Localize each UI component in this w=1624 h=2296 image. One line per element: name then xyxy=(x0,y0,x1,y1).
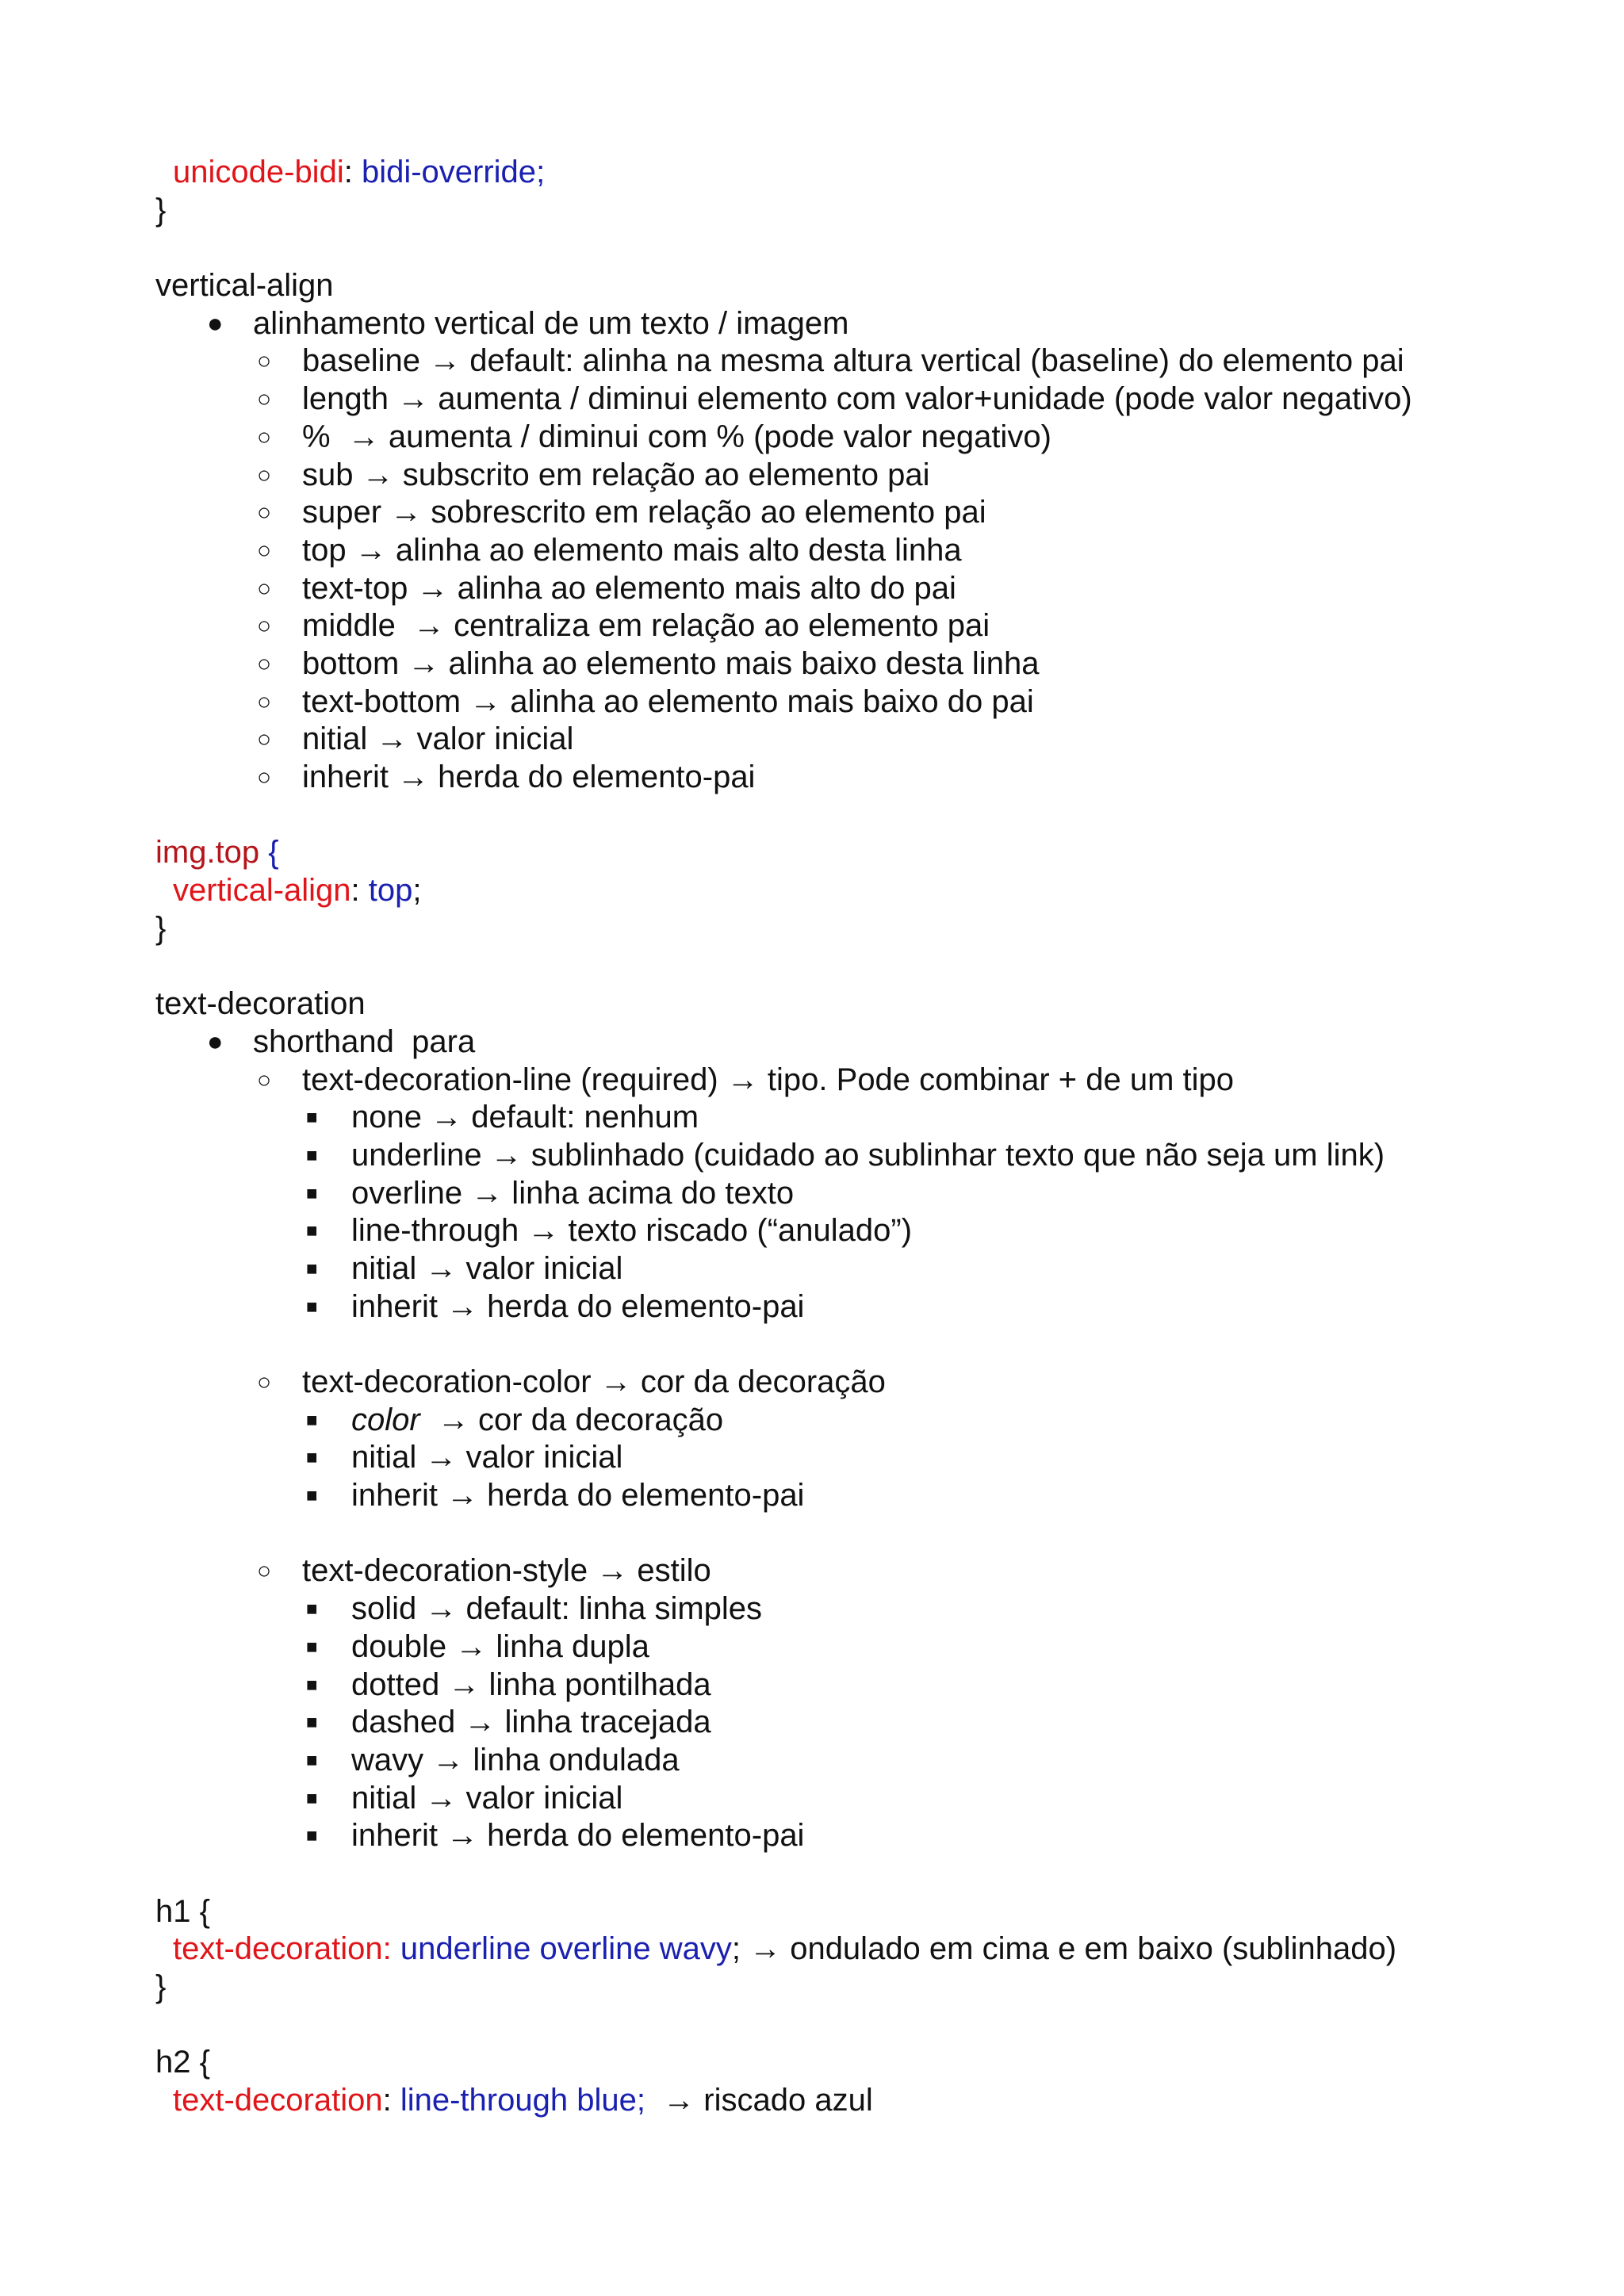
list-item-level2: ○ text-decoration-style → estilo xyxy=(155,1552,1624,1590)
code-close-brace: } xyxy=(155,1969,167,2004)
circle-bullet-icon: ○ xyxy=(257,726,272,753)
list-item: ○ top → alinha ao elemento mais alto desta linha xyxy=(155,532,1624,570)
section-heading-vertical-align: vertical-align xyxy=(155,268,334,304)
circle-bullet-icon: ○ xyxy=(257,650,272,677)
square-bullet-icon: ■ xyxy=(306,1749,318,1771)
css-property: text-decoration: xyxy=(173,1931,400,1967)
circle-bullet-icon: ○ xyxy=(257,348,272,375)
list-item-level3: ■ inherit → herda do elemento-pai xyxy=(155,1477,1624,1515)
list-item: ○ % → aumenta / diminui com % (pode valor negativo) xyxy=(155,419,1624,457)
text-decoration-list xyxy=(155,1024,1624,1855)
code-line-selector: h1 { xyxy=(155,1893,210,1929)
code-line-declaration: vertical-align: top; xyxy=(173,873,422,909)
circle-bullet-icon: ○ xyxy=(257,688,272,715)
list-item: ○ sub → subscrito em relação ao elemento pai xyxy=(155,457,1624,495)
circle-bullet-icon: ○ xyxy=(257,1369,272,1395)
square-bullet-icon: ■ xyxy=(306,1598,318,1621)
square-bullet-icon: ■ xyxy=(306,1182,318,1204)
square-bullet-icon: ■ xyxy=(306,1144,318,1166)
list-item-level3: ■ underline → sublinhado (cuidado ao sublinhar texto que não seja um link) xyxy=(155,1137,1624,1175)
code-line-selector: img.top { xyxy=(155,835,279,871)
list-item-level3: ■ none → default: nenhum xyxy=(155,1099,1624,1137)
css-value: underline overline wavy xyxy=(400,1931,732,1967)
list-item: ○ inherit → herda do elemento-pai xyxy=(155,759,1624,797)
square-bullet-icon: ■ xyxy=(306,1485,318,1507)
circle-bullet-icon: ○ xyxy=(257,613,272,640)
list-item-level3: ■ inherit → herda do elemento-pai xyxy=(155,1817,1624,1855)
list-item: ○ super → sobrescrito em relação ao elemento pai xyxy=(155,494,1624,532)
list-item-level3: ■ dotted → linha pontilhada xyxy=(155,1667,1624,1705)
square-bullet-icon: ■ xyxy=(306,1674,318,1696)
css-property: text-decoration xyxy=(173,2083,383,2118)
list-item-level3: ■ nitial → valor inicial xyxy=(155,1780,1624,1818)
list-item-level2: ○ text-decoration-line (required) → tipo. Pode combinar + de um tipo xyxy=(155,1062,1624,1100)
square-bullet-icon: ■ xyxy=(306,1257,318,1280)
list-item-level3: ■ wavy → linha ondulada xyxy=(155,1742,1624,1780)
css-semicolon: ; xyxy=(536,155,546,189)
list-item-level2: ○ text-decoration-color → cor da decoração xyxy=(155,1364,1624,1402)
code-close-brace: } xyxy=(155,192,167,228)
disc-bullet-icon: ● xyxy=(207,1026,224,1057)
list-item: ○ bottom → alinha ao elemento mais baixo desta linha xyxy=(155,645,1624,683)
circle-bullet-icon: ○ xyxy=(257,386,272,413)
list-item-level3: ■ line-through → texto riscado (“anulado”) xyxy=(155,1212,1624,1250)
list-item: ○ length → aumenta / diminui elemento com valor+unidade (pode valor negativo) xyxy=(155,381,1624,419)
circle-bullet-icon: ○ xyxy=(257,1066,272,1093)
vertical-align-list xyxy=(155,305,1624,797)
square-bullet-icon: ■ xyxy=(306,1712,318,1734)
list-item: ○ text-bottom → alinha ao elemento mais baixo do pai xyxy=(155,683,1624,721)
code-line-declaration: text-decoration: underline overline wavy; → ondulado em cima e em baixo (sublinhado) xyxy=(173,1931,1397,1967)
list-item-level3: ■ nitial → valor inicial xyxy=(155,1439,1624,1477)
square-bullet-icon: ■ xyxy=(306,1636,318,1658)
circle-bullet-icon: ○ xyxy=(257,1558,272,1585)
square-bullet-icon: ■ xyxy=(306,1825,318,1847)
section-heading-text-decoration: text-decoration xyxy=(155,986,366,1022)
list-item-level3: ■ double → linha dupla xyxy=(155,1628,1624,1667)
list-item: ○ nitial → valor inicial xyxy=(155,721,1624,759)
code-comment: → ondulado em cima e em baixo (sublinhado) xyxy=(740,1931,1397,1967)
code-line-unicode-bidi xyxy=(155,154,1624,192)
square-bullet-icon: ■ xyxy=(306,1787,318,1809)
list-item: ○ text-top → alinha ao elemento mais alto do pai xyxy=(155,570,1624,608)
css-property: unicode-bidi xyxy=(173,155,344,189)
square-bullet-icon: ■ xyxy=(306,1295,318,1318)
square-bullet-icon: ■ xyxy=(306,1220,318,1242)
list-item-level1: ● shorthand para xyxy=(155,1024,1624,1062)
list-item: ○ baseline → default: alinha na mesma altura vertical (baseline) do elemento pai xyxy=(155,342,1624,381)
square-bullet-icon: ■ xyxy=(306,1447,318,1469)
list-item-level1: ● alinhamento vertical de um texto / imagem xyxy=(155,305,1624,343)
code-line-selector: h2 { xyxy=(155,2045,210,2080)
circle-bullet-icon: ○ xyxy=(257,423,272,450)
square-bullet-icon: ■ xyxy=(306,1409,318,1431)
list-item-level3: ■ dashed → linha tracejada xyxy=(155,1704,1624,1742)
css-value: bidi-override xyxy=(361,155,537,189)
css-property: vertical-align xyxy=(173,873,351,909)
css-selector: img.top xyxy=(155,835,260,871)
code-close-brace: } xyxy=(155,910,167,946)
circle-bullet-icon: ○ xyxy=(257,499,272,526)
list-item-level3: ■ color → cor da decoração xyxy=(155,1402,1624,1440)
list-item: ○ middle → centraliza em relação ao elemento pai xyxy=(155,607,1624,645)
list-item-level3: ■ solid → default: linha simples xyxy=(155,1590,1624,1628)
list-item-level3: ■ nitial → valor inicial xyxy=(155,1250,1624,1288)
css-value: line-through blue; xyxy=(400,2083,645,2118)
circle-bullet-icon: ○ xyxy=(257,537,272,564)
circle-bullet-icon: ○ xyxy=(257,575,272,602)
list-item-level3: ■ inherit → herda do elemento-pai xyxy=(155,1288,1624,1326)
circle-bullet-icon: ○ xyxy=(257,764,272,790)
square-bullet-icon: ■ xyxy=(306,1107,318,1129)
css-colon: : xyxy=(343,155,353,189)
disc-bullet-icon: ● xyxy=(207,308,224,339)
code-comment: → riscado azul xyxy=(645,2083,873,2118)
code-line-declaration: text-decoration: line-through blue; → riscado azul xyxy=(173,2083,873,2118)
list-item-level3: ■ overline → linha acima do texto xyxy=(155,1175,1624,1213)
css-value: top xyxy=(368,873,413,909)
circle-bullet-icon: ○ xyxy=(257,461,272,488)
